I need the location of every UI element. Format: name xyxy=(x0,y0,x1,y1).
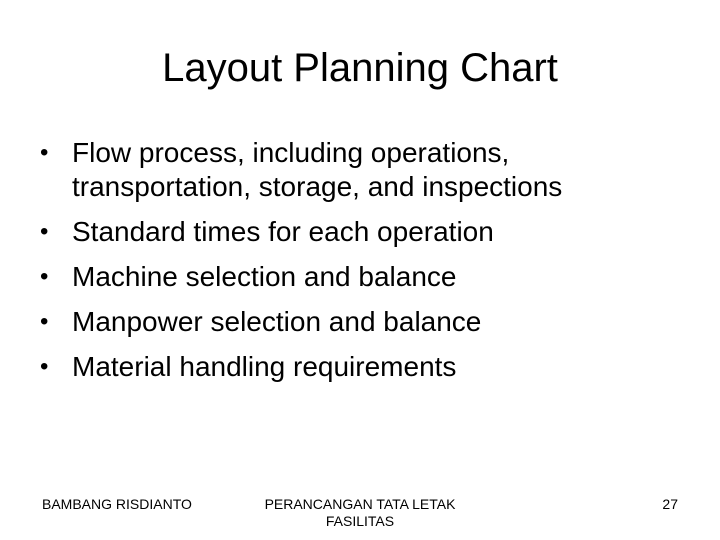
bullet-text: Flow process, including operations, transportation, storage, and inspections xyxy=(72,137,563,202)
bullet-text: Machine selection and balance xyxy=(72,261,457,292)
bullet-text: Standard times for each operation xyxy=(72,216,494,247)
slide-title: Layout Planning Chart xyxy=(162,46,558,90)
footer-author: BAMBANG RISDIANTO xyxy=(42,496,192,512)
page-number: 27 xyxy=(662,496,678,512)
bullet-icon: • xyxy=(40,308,49,335)
bullet-item-manpower-selection xyxy=(40,305,690,339)
footer-course-title xyxy=(240,496,480,530)
bullet-item-flow-process xyxy=(40,136,690,204)
bullet-item-material-handling xyxy=(40,350,690,384)
footer-course-line1: PERANCANGAN TATA LETAK xyxy=(264,496,456,512)
bullet-list xyxy=(40,136,690,395)
bullet-icon: • xyxy=(40,218,49,245)
bullet-icon: • xyxy=(40,139,49,166)
bullet-text: Material handling requirements xyxy=(72,351,457,382)
footer-course-line2: FASILITAS xyxy=(325,513,395,529)
bullet-icon: • xyxy=(40,353,49,380)
bullet-icon: • xyxy=(40,263,49,290)
bullet-item-machine-selection xyxy=(40,260,690,294)
bullet-item-standard-times xyxy=(40,215,690,249)
bullet-text: Manpower selection and balance xyxy=(72,306,482,337)
